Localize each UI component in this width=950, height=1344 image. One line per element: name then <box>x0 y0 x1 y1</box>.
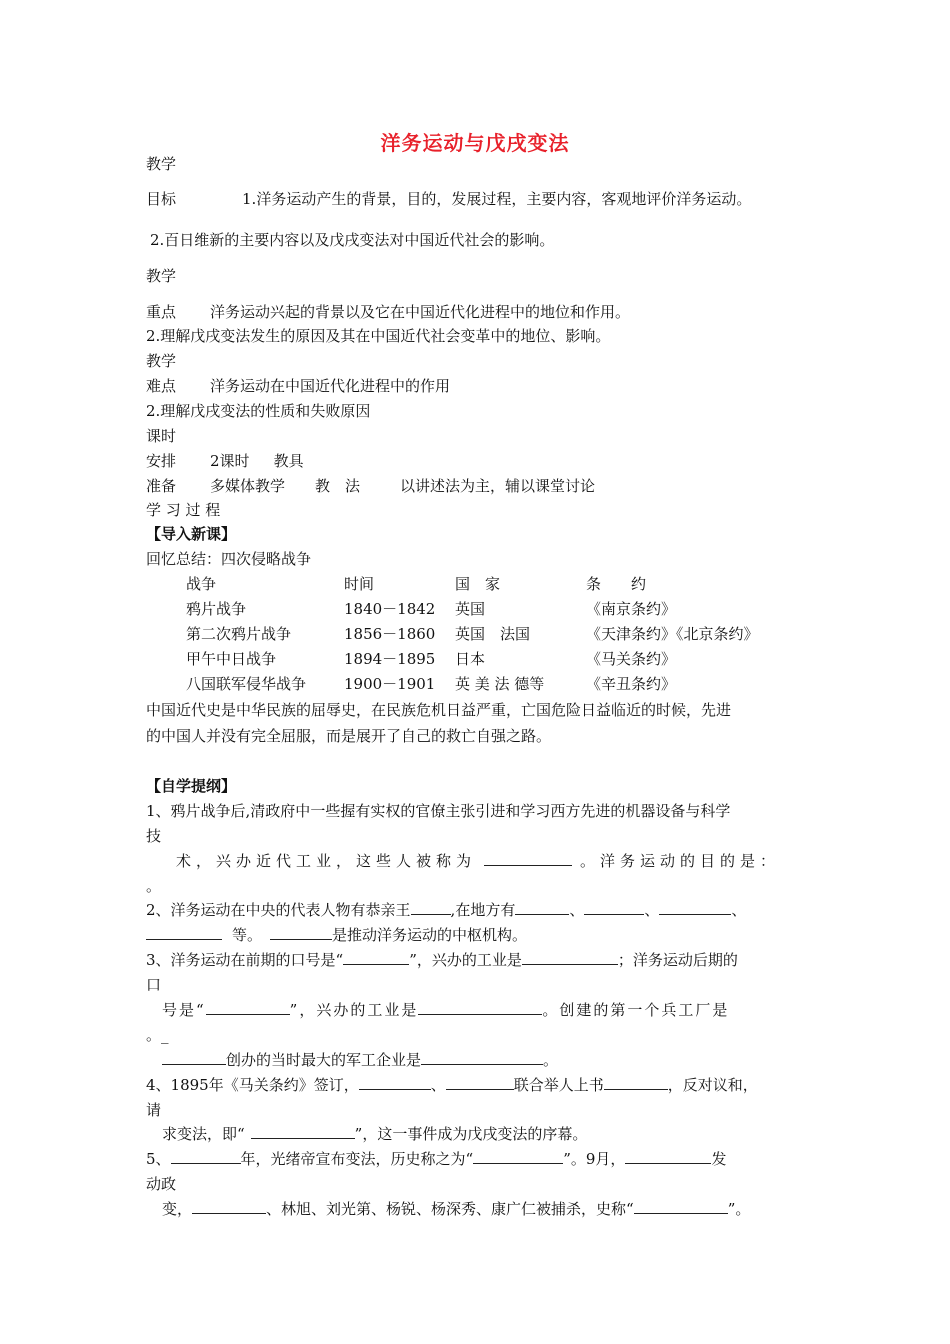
arrange-value: 2课时 <box>210 452 250 470</box>
q3-line-4: 。_ <box>146 1026 169 1044</box>
q1-line-3 <box>176 851 780 871</box>
arrange-row <box>146 451 304 471</box>
q3-blank-1[interactable] <box>343 950 409 965</box>
goal-item-1: 1.洋务运动产生的背景，目的，发展过程，主要内容，客观地评价洋务运动。 <box>242 190 752 208</box>
table-cell: 1856－1860 <box>344 625 436 643</box>
table-header: 时间 <box>344 575 375 593</box>
q1-blank-1[interactable] <box>484 851 572 866</box>
prep-label: 准备 <box>146 477 177 495</box>
q2-blank-2[interactable] <box>515 900 569 915</box>
q4-blank-1[interactable] <box>359 1075 431 1090</box>
goal-label: 目标 <box>146 190 177 208</box>
q1-line-1: 1、鸦片战争后,清政府中一些握有实权的官僚主张引进和学习西方先进的机器设备与科学 <box>146 802 731 820</box>
q5-text-e: 变， <box>162 1200 193 1218</box>
q5-blank-5[interactable] <box>634 1199 728 1214</box>
table-cell: 1894－1895 <box>344 650 436 668</box>
recall-text: 回忆总结：四次侵略战争 <box>146 550 312 568</box>
table-row <box>186 647 806 672</box>
q4-line-2: 请 <box>146 1101 162 1119</box>
teach-label-3: 教学 <box>146 352 177 370</box>
intro-heading: 【导入新课】 <box>146 525 237 543</box>
hard-label: 难点 <box>146 377 177 395</box>
q4-text-b: 联合举人上书 <box>513 1076 604 1094</box>
table-cell: 八国联军侵华战争 <box>186 675 307 693</box>
q2-blank-4[interactable] <box>659 900 731 915</box>
q5-text-b: 年，光绪帝宣布变法，历史称之为“ <box>240 1150 474 1168</box>
table-row <box>186 622 806 647</box>
table-header: 战争 <box>186 575 217 593</box>
q1-text-a: 术，兴办近代工业，这些人被称为 <box>176 852 477 870</box>
table-cell: 英 美 法 德等 <box>455 675 545 693</box>
q3-line-2: 口 <box>146 976 162 994</box>
q3-blank-5[interactable] <box>162 1050 226 1065</box>
period-label: 课时 <box>146 427 177 445</box>
prep-value: 多媒体教学 <box>210 477 286 495</box>
q1-line-4: 。 <box>146 877 162 895</box>
q2-sep-3: 、 <box>731 901 747 919</box>
table-cell: 《辛丑条约》 <box>586 675 677 693</box>
table-header: 国 家 <box>455 575 501 593</box>
table-cell: 鸦片战争 <box>186 600 247 618</box>
q4-text-e: ”，这一事件成为戊戌变法的序幕。 <box>354 1125 588 1143</box>
q3-text-d: 号是“ <box>162 1001 206 1019</box>
hard-item-2: 2.理解戊戌变法的性质和失败原因 <box>146 402 371 420</box>
outline-heading: 【自学提纲】 <box>146 777 237 795</box>
table-row <box>186 672 806 697</box>
q2-line-1 <box>146 900 746 920</box>
q4-sep: 、 <box>430 1076 446 1094</box>
table-cell: 1900－1901 <box>344 675 436 693</box>
q4-line-1 <box>146 1075 758 1095</box>
q3-line-5 <box>162 1050 558 1070</box>
q5-blank-3[interactable] <box>625 1149 711 1164</box>
q2-blank-6[interactable] <box>270 925 332 940</box>
q2-sep-1: 、 <box>569 901 585 919</box>
process-label: 学 习 过 程 <box>146 501 221 519</box>
key-item-1: 洋务运动兴起的背景以及它在中国近代化进程中的地位和作用。 <box>210 303 631 321</box>
table-cell: 《马关条约》 <box>586 650 677 668</box>
q2-text-a: 2、洋务运动在中央的代表人物有恭亲王 <box>146 901 411 919</box>
goal-row <box>146 189 751 209</box>
hard-item-1: 洋务运动在中国近代化进程中的作用 <box>210 377 451 395</box>
method-value: 以讲述法为主，辅以课堂讨论 <box>400 477 596 495</box>
page-title: 洋务运动与戊戌变法 <box>380 131 570 155</box>
q5-blank-4[interactable] <box>192 1199 266 1214</box>
q3-text-c: ；洋务运动后期的 <box>617 951 738 969</box>
q5-text-g: ”。 <box>727 1200 751 1218</box>
method-label: 教 法 <box>315 477 361 495</box>
q3-text-e: ”，兴办的工业是 <box>289 1001 419 1019</box>
q4-blank-3[interactable] <box>604 1075 668 1090</box>
q5-text-f: 、林旭、刘光第、杨锐、杨深秀、康广仁被捕杀，史称“ <box>266 1200 634 1218</box>
q5-blank-1[interactable] <box>171 1149 241 1164</box>
q2-text-d: 是推动洋务运动的中枢机构。 <box>332 926 528 944</box>
intro-paragraph-1: 中国近代史是中华民族的屈辱史，在民族危机日益严重，亡国危险日益临近的时候，先进 <box>146 701 732 719</box>
q5-text-c: ”。9月， <box>563 1150 626 1168</box>
q3-text-g: 创办的当时最大的军工企业是 <box>226 1051 422 1069</box>
q3-blank-2[interactable] <box>522 950 618 965</box>
q2-sep-2: 、 <box>644 901 660 919</box>
q3-line-1 <box>146 950 738 970</box>
q1-text-b: 。洋务运动的目的是： <box>580 852 781 870</box>
key-row <box>146 302 630 322</box>
table-cell: 《南京条约》 <box>586 600 677 618</box>
q3-line-3 <box>162 1000 729 1020</box>
q2-blank-5[interactable] <box>146 925 222 940</box>
table-row <box>186 597 806 622</box>
goal-item-2: 2.百日维新的主要内容以及戊戌变法对中国近代社会的影响。 <box>150 231 555 249</box>
table-cell: 第二次鸦片战争 <box>186 625 292 643</box>
q5-text-d: 发 <box>711 1150 727 1168</box>
q3-text-a: 3、洋务运动在前期的口号是“ <box>146 951 344 969</box>
table-cell: 甲午中日战争 <box>186 650 277 668</box>
q1-line-2: 技 <box>146 827 162 845</box>
q3-blank-3[interactable] <box>206 1000 290 1015</box>
q5-line-1 <box>146 1149 726 1169</box>
teach-label-2: 教学 <box>146 267 177 285</box>
hard-row <box>146 376 450 396</box>
q2-blank-1[interactable] <box>411 900 451 915</box>
q5-line-2: 动政 <box>146 1175 177 1193</box>
table-header-row <box>186 572 806 597</box>
q5-blank-2[interactable] <box>473 1149 563 1164</box>
table-cell: 英国 <box>455 600 486 618</box>
q3-blank-6[interactable] <box>421 1050 543 1065</box>
wars-table <box>186 572 806 697</box>
table-header: 条 约 <box>586 575 647 593</box>
key-item-2: 2.理解戊戌变法发生的原因及其在中国近代社会变革中的地位、影响。 <box>146 327 611 345</box>
q3-text-b: ”，兴办的工业是 <box>409 951 522 969</box>
table-cell: 1840－1842 <box>344 600 436 618</box>
arrange-label: 安排 <box>146 452 177 470</box>
q3-text-h: 。 <box>543 1051 559 1069</box>
table-cell: 《天津条约》《北京条约》 <box>586 625 759 643</box>
q2-blank-3[interactable] <box>584 900 644 915</box>
q2-text-c: 等。 <box>232 926 263 944</box>
q4-text-c: ，反对议和， <box>667 1076 758 1094</box>
tools-label: 教具 <box>273 452 304 470</box>
q5-line-3 <box>162 1199 750 1219</box>
q4-text-d: 求变法，即“ <box>162 1125 245 1143</box>
q2-line-2 <box>146 925 527 945</box>
q3-text-f: 。创建的第一个兵工厂是 <box>542 1001 730 1019</box>
intro-paragraph-2: 的中国人并没有完全屈服，而是展开了自己的救亡自强之路。 <box>146 727 552 745</box>
table-cell: 日本 <box>455 650 486 668</box>
q4-blank-4[interactable] <box>251 1124 355 1139</box>
teach-label-1: 教学 <box>146 155 177 173</box>
q5-text-a: 5、 <box>146 1150 171 1168</box>
key-label: 重点 <box>146 303 177 321</box>
q2-text-b: ,在地方有 <box>450 901 516 919</box>
table-cell: 英国 法国 <box>455 625 531 643</box>
q3-blank-4[interactable] <box>418 1000 542 1015</box>
prep-row <box>146 476 595 496</box>
q4-blank-2[interactable] <box>446 1075 514 1090</box>
q4-line-3 <box>162 1124 587 1144</box>
q4-text-a: 4、1895年《马关条约》签订， <box>146 1076 359 1094</box>
